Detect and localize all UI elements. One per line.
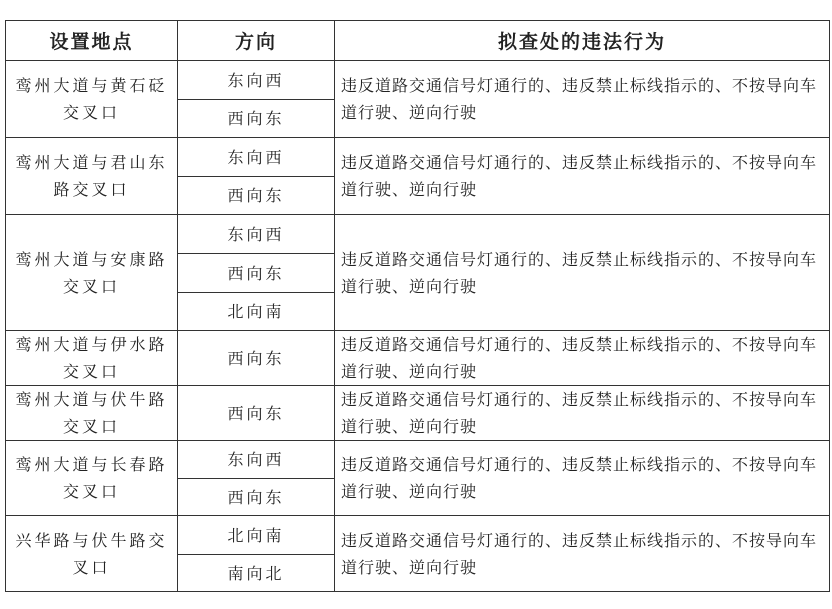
violation-cell: 违反道路交通信号灯通行的、违反禁止标线指示的、不按导向车道行驶、逆向行驶 [335, 215, 830, 331]
table-row [6, 441, 830, 479]
header-location: 设置地点 [6, 21, 178, 61]
table-row [6, 386, 830, 441]
table-row [6, 215, 830, 254]
location-cell: 鸾州大道与黄石砭交叉口 [6, 61, 178, 138]
location-cell: 鸾州大道与君山东路交叉口 [6, 138, 178, 215]
direction-cell: 北向南 [178, 516, 335, 555]
location-cell: 鸾州大道与伊水路交叉口 [6, 331, 178, 386]
violation-cell: 违反道路交通信号灯通行的、违反禁止标线指示的、不按导向车道行驶、逆向行驶 [335, 386, 830, 441]
location-cell: 鸾州大道与长春路交叉口 [6, 441, 178, 516]
direction-cell: 西向东 [178, 386, 335, 441]
location-cell: 鸾州大道与伏牛路交叉口 [6, 386, 178, 441]
violation-cell: 违反道路交通信号灯通行的、违反禁止标线指示的、不按导向车道行驶、逆向行驶 [335, 138, 830, 215]
enforcement-locations-table [5, 20, 830, 592]
direction-cell: 西向东 [178, 479, 335, 516]
location-cell: 鸾州大道与安康路交叉口 [6, 215, 178, 331]
violation-cell: 违反道路交通信号灯通行的、违反禁止标线指示的、不按导向车道行驶、逆向行驶 [335, 331, 830, 386]
direction-cell: 东向西 [178, 215, 335, 254]
direction-cell: 东向西 [178, 61, 335, 100]
violation-cell: 违反道路交通信号灯通行的、违反禁止标线指示的、不按导向车道行驶、逆向行驶 [335, 61, 830, 138]
direction-cell: 东向西 [178, 441, 335, 479]
header-violation: 拟查处的违法行为 [335, 21, 830, 61]
direction-cell: 西向东 [178, 331, 335, 386]
direction-cell: 北向南 [178, 293, 335, 331]
header-direction: 方向 [178, 21, 335, 61]
table-body [6, 61, 830, 592]
direction-cell: 西向东 [178, 254, 335, 293]
direction-cell: 东向西 [178, 138, 335, 177]
direction-cell: 西向东 [178, 100, 335, 138]
direction-cell: 南向北 [178, 555, 335, 592]
location-cell: 兴华路与伏牛路交叉口 [6, 516, 178, 592]
table-row [6, 61, 830, 100]
table-row [6, 516, 830, 555]
violation-cell: 违反道路交通信号灯通行的、违反禁止标线指示的、不按导向车道行驶、逆向行驶 [335, 441, 830, 516]
table-row [6, 331, 830, 386]
header-row [6, 21, 830, 61]
violation-cell: 违反道路交通信号灯通行的、违反禁止标线指示的、不按导向车道行驶、逆向行驶 [335, 516, 830, 592]
table-row [6, 138, 830, 177]
direction-cell: 西向东 [178, 177, 335, 215]
